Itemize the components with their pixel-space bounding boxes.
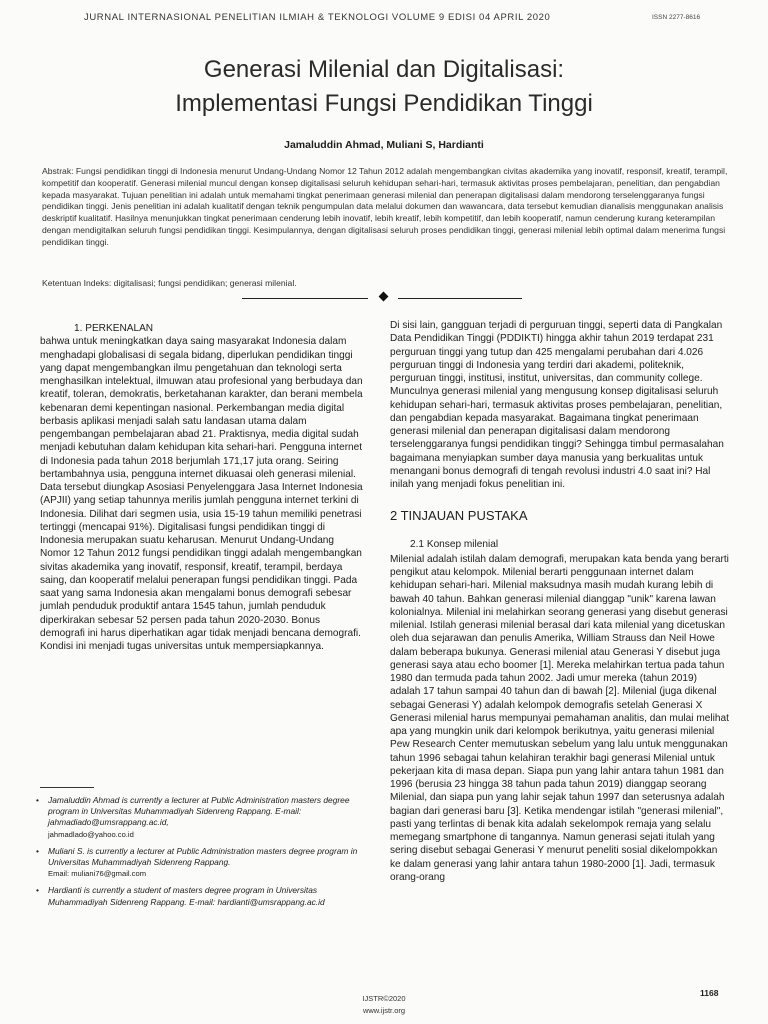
introduction-continued-text: Di sisi lain, gangguan terjadi di perguruan tinggi, seperti data di Pangkalan Data Pendidikan Tinggi (PDDIKTI) hingga akhir tahun 2019 terdapat 231 perguruan tinggi yang tutup dan 425 mengalami perubahan dari 4.026 perguruan tinggi di Indonesia yang terdiri dari akademi, politeknik, perguruan tinggi, institusi, institut, universitas, dan community college. Munculnya generasi milenial yang mengusung konsep digitalisasi seluruh kehidupan sehari-hari, termasuk aktivitas proses pembelajaran, penelitian, dan pengabdian kepada masyarakat. Bagaimana tingkat penerimaan generasi milenial dan penerapan digitalisasi dalam mendorong terselenggaranya fungsi pendidikan tinggi? Sehingga timbul permasalahan bagaimana menyiapkan sumber daya manusia yang berkualitas untuk menangani bonus demografi di tengah revolusi industri 4.0 saat ini? Hal inilah yang menjadi fokus penelitian ini. <box>390 320 724 490</box>
footnote-item <box>36 846 364 880</box>
paper-title-line-2: Implementasi Fungsi Pendidikan Tinggi <box>175 90 593 117</box>
footnote-item <box>36 885 364 907</box>
author-footnotes <box>36 795 364 914</box>
footnote-item <box>36 795 364 840</box>
paper-title-line-1: Generasi Milenial dan Digitalisasi: <box>203 56 565 83</box>
right-column <box>390 319 730 884</box>
footnote-text: Muliani S. is currently a lecturer at Public Administration masters degree program in Universitas Muhammadiyah Sidenreng Rappang. <box>48 845 358 868</box>
separator-line-left <box>242 298 368 299</box>
footnote-email: Email: muliani76@gmail.com <box>48 869 147 879</box>
diamond-icon <box>379 292 389 302</box>
issn-label: ISSN 2277-8616 <box>652 14 701 21</box>
subsection-heading-millennial-concept: 2.1 Konsep milenial <box>410 538 499 550</box>
journal-header: JURNAL INTERNASIONAL PENELITIAN ILMIAH & TEKNOLOGI VOLUME 9 EDISI 04 APRIL 2020 <box>84 12 551 23</box>
separator-line-right <box>398 298 522 299</box>
millennial-concept-text: Milenial adalah istilah dalam demografi, merupakan kata benda yang berarti pengikut atau kelompok. Milenial berarti penggunaan internet dalam kehidupan sehari-hari. Milenial maksudnya masih mudah kurang lebih di bawah 40 tahun. Bahkan generasi milenial dianggap "unik" karena lawan kolonialnya. Milenial ini melahirkan seorang generasi yang disebut generasi milenial. Istilah generasi milenial berasal dari kata milenial yang dicetuskan oleh dua sejarawan dan penulis Amerika, William Strauss dan Neil Howe dalam beberapa bukunya. Generasi milenial atau Generasi Y disebut juga generasi saya atau echo boomer [1]. Mereka melahirkan tertua pada tahun 1980 dan termuda pada tahun 2002. Jadi umur mereka (tahun 2019) adalah 17 tahun sampai 40 tahun dan di bawah [2]. Milenial (juga dikenal sebagai Generasi Y) adalah kelompok demografis setelah Generasi X Generasi milenial harus mempunyai pemahaman analitis, dan mulai melihat apa yang mungkin unik dari kelompok berikutnya, yaitu generasi milenial Pew Research Center memutuskan sebelum yang lalu untuk menggunakan tahun 1996 sebagai tahun kelahiran terakhir bagi generasi Milenial untuk pekerjaan kita di masa depan. Siapa pun yang lahir antara tahun 1981 dan 1996 (berusia 23 hingga 38 tahun pada tahun 2019) dianggap seorang Milenial, dan siapa pun yang lahir sejak tahun 1997 dan seterusnya adalah bagian dari generasi baru [3]. Ketika mendengar istilah "generasi milenial", pasti yang terlintas di benak kita adalah sekelompok remaja yang selalu memegang smartphone di tangannya. Namun generasi sejati itulah yang sering disebut sebagai Generasi Y menurut peneliti sosial dikelompokkan ke dalam generasi yang lahir antara tahun 1980-2000 [1]. Jadi, termasuk orang-orang <box>390 553 729 883</box>
section-heading-introduction: 1. PERKENALAN <box>74 323 154 334</box>
left-column <box>40 322 365 653</box>
footnote-rule <box>40 787 94 788</box>
abstract: Abstrak: Fungsi pendidikan tinggi di Indonesia menurut Undang-Undang Nomor 12 Tahun 2012 adalah mengembangkan civitas akademika yang inovatif, responsif, kreatif, terampil, kompetitif dan kooperatif. Generasi milenial muncul dengan konsep digitalisasi seluruh kehidupan sehari-hari, termasuk aktivitas proses pembelajaran, penelitian, dan pengabdian kepada masyarakat. Tujuan penelitian ini adalah untuk memahami tingkat penerimaan generasi milenial dan penerapan digitalisasi dalam mendorong terselenggaranya fungsi pendidikan tinggi. Jenis penelitian ini adalah kualitatif dengan teknik pengumpulan data melalui dokumen dan wawancara, data tersebut kemudian dianalisis menggunakan analisis deskriptif kualitatif. Hasilnya menunjukkan tingkat penerimaan cenderung lebih inovatif, lebih kreatif, lebih kompetitif, dan lebih kooperatif, namun cenderung kurang keterampilan dengan mendigitalkan seluruh fungsi pendidikan tinggi. Kesimpulannya, dengan digitalisasi seluruh proses pendidikan tinggi, generasi milenial lebih optimal dalam menerima fungsi pendidikan tinggi. <box>42 166 728 247</box>
footnote-email: jahmadlado@yahoo.co.id <box>48 829 134 839</box>
index-terms: Ketentuan Indeks: digitalisasi; fungsi pendidikan; generasi milenial. <box>42 278 297 288</box>
footer-journal: IJSTR©2020 <box>362 994 406 1003</box>
page-number: 1168 <box>700 988 719 998</box>
section-heading-literature-review: 2 TINJAUAN PUSTAKA <box>390 508 528 524</box>
footnote-text: Jamaluddin Ahmad is currently a lecturer at Public Administration masters degree program in Universitas Muhammadiyah Sidenreng Rappang. E-mail: jahmadiado@umsrappang.ac.id, <box>48 795 350 828</box>
introduction-text: bahwa untuk meningkatkan daya saing masyarakat Indonesia dalam menghadapi globalisasi di segala bidang, diperlukan pendidikan tinggi yang dapat mengembangkan ilmu pengetahuan dan teknologi serta menghasilkan intelektual, ilmuwan atau profesional yang berbudaya dan kreatif, toleran, demokratis, berketahanan karakter, dan berani membela kebenaran demi kepentingan nasional. Perkembangan media digital berbasis aplikasi menjadi salah satu landasan utama dalam pengembangan pembelajaran abad 21. Praktisnya, media digital sudah menjadi kebutuhan dalam kehidupan kita sehari-hari. Pengguna internet di Indonesia pada tahun 2018 berjumlah 171,17 juta orang. Seiring bertambahnya usia, pengguna internet dikuasai oleh generasi milenial. Data tersebut diungkap Asosiasi Penyelenggara Jasa Internet Indonesia (APJII) yang setiap tahunnya merilis jumlah pengguna internet terkini di Indonesia. Dilihat dari segmen usia, usia 15-19 tahun memiliki penetrasi tertinggi (mencapai 91%). Digitalisasi fungsi pendidikan tinggi di Indonesia merupakan suatu keharusan. Menurut Undang-Undang Nomor 12 Tahun 2012 fungsi pendidikan tinggi adalah mengembangkan sivitas akademika yang inovatif, responsif, kreatif, terampil, berdaya saing, dan kooperatif melalui penerapan fungsi pendidikan tinggi. Pada saat yang sama Indonesia akan mengalami bonus demografi sebesar jumlah penduduk produktif antara 1545 tahun, jumlah penduduk diperkirakan sebesar 52 persen pada tahun 2020-2030. Bonus demografi ini harus diperhatikan agar tidak menjadi bencana demografi. Kondisi ini menjadi tugas universitas untuk mempersiapkannya. <box>40 336 363 652</box>
author-list: Jamaluddin Ahmad, Muliani S, Hardianti <box>284 139 484 151</box>
footer-url: www.ijstr.org <box>362 1006 406 1015</box>
footnote-text: Hardianti is currently a student of masters degree program in Universitas Muhammadiyah Sidenreng Rappang. E-mail: hardianti@umsrappang.ac.id <box>48 885 325 907</box>
